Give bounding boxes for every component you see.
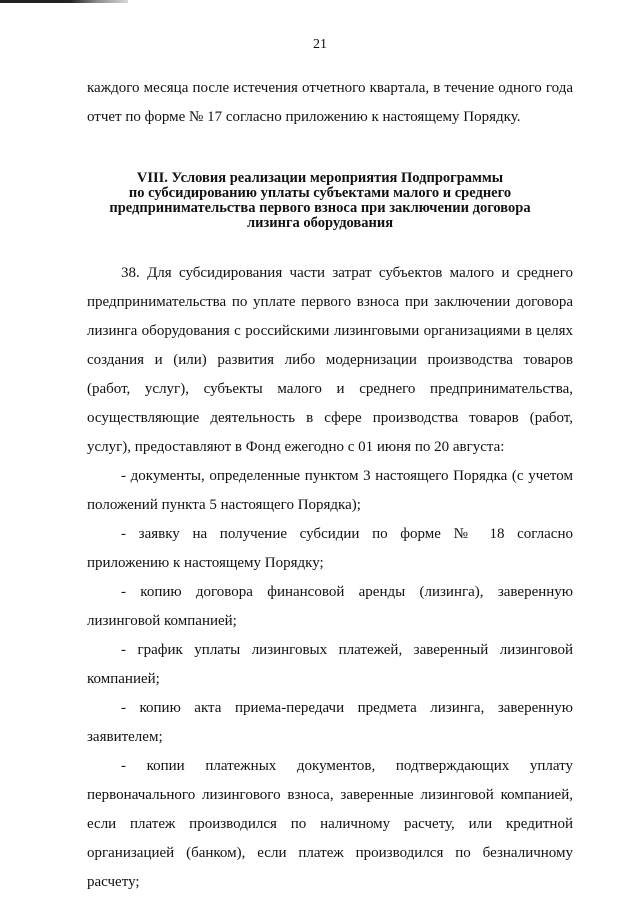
page-number: 21 <box>313 37 327 52</box>
text-line: (работ, услуг), субъекты малого и среднего предпринимательства, <box>87 381 573 397</box>
text-line: лизинга оборудования с российскими лизинговыми организациями в целях <box>87 323 573 339</box>
text-line: отчет по форме № 17 согласно приложению к настоящему Порядку. <box>87 109 521 125</box>
list-item-line: приложению к настоящему Порядку; <box>87 555 324 571</box>
intro-paragraph <box>87 74 573 132</box>
list-item-line: лизинговой компанией; <box>87 613 237 629</box>
list-item-line: организацией (банком), если платеж производился по безналичному <box>87 845 573 861</box>
list-item-line: - копии платежных документов, подтверждающих уплату <box>121 758 573 774</box>
list-item-line: расчету; <box>87 874 140 890</box>
list-item-line: первоначального лизингового взноса, заверенные лизинговой компанией, <box>87 787 573 803</box>
heading-line: предпринимательства первого взноса при заключении договора <box>109 200 531 216</box>
list-item-line: - копию договора финансовой аренды (лизинга), заверенную <box>121 584 573 600</box>
list-item-line: - копию акта приема-передачи предмета лизинга, заверенную <box>121 700 573 716</box>
list-item-line: заявителем; <box>87 729 163 745</box>
heading-line: VIII. Условия реализации мероприятия Подпрограммы <box>136 170 504 186</box>
section-heading <box>90 171 550 231</box>
paragraph-38 <box>87 259 573 897</box>
scan-edge-mark <box>0 0 128 3</box>
list-item-line: - график уплаты лизинговых платежей, заверенный лизинговой <box>121 642 573 658</box>
heading-line: лизинга оборудования <box>246 215 394 231</box>
heading-line: по субсидированию уплаты субъектами малого и среднего <box>128 185 512 201</box>
list-item-line: положений пункта 5 настоящего Порядка); <box>87 497 361 513</box>
list-item-line: компанией; <box>87 671 160 687</box>
text-line: каждого месяца после истечения отчетного квартала, в течение одного года <box>87 80 573 96</box>
list-item-line: - заявку на получение субсидии по форме № 18 согласно <box>121 526 573 542</box>
list-item-line: если платеж производился по наличному расчету, или кредитной <box>87 816 573 832</box>
text-line: услуг), предоставляют в Фонд ежегодно с 01 июня по 20 августа: <box>87 439 505 455</box>
text-line: предпринимательства по уплате первого взноса при заключении договора <box>87 294 573 310</box>
text-line: 38. Для субсидирования части затрат субъектов малого и среднего <box>121 265 573 281</box>
text-line: осуществляющие деятельность в сфере производства товаров (работ, <box>87 410 573 426</box>
list-item-line: - документы, определенные пунктом 3 настоящего Порядка (с учетом <box>121 468 573 484</box>
text-line: создания и (или) развития либо модернизации производства товаров <box>87 352 573 368</box>
